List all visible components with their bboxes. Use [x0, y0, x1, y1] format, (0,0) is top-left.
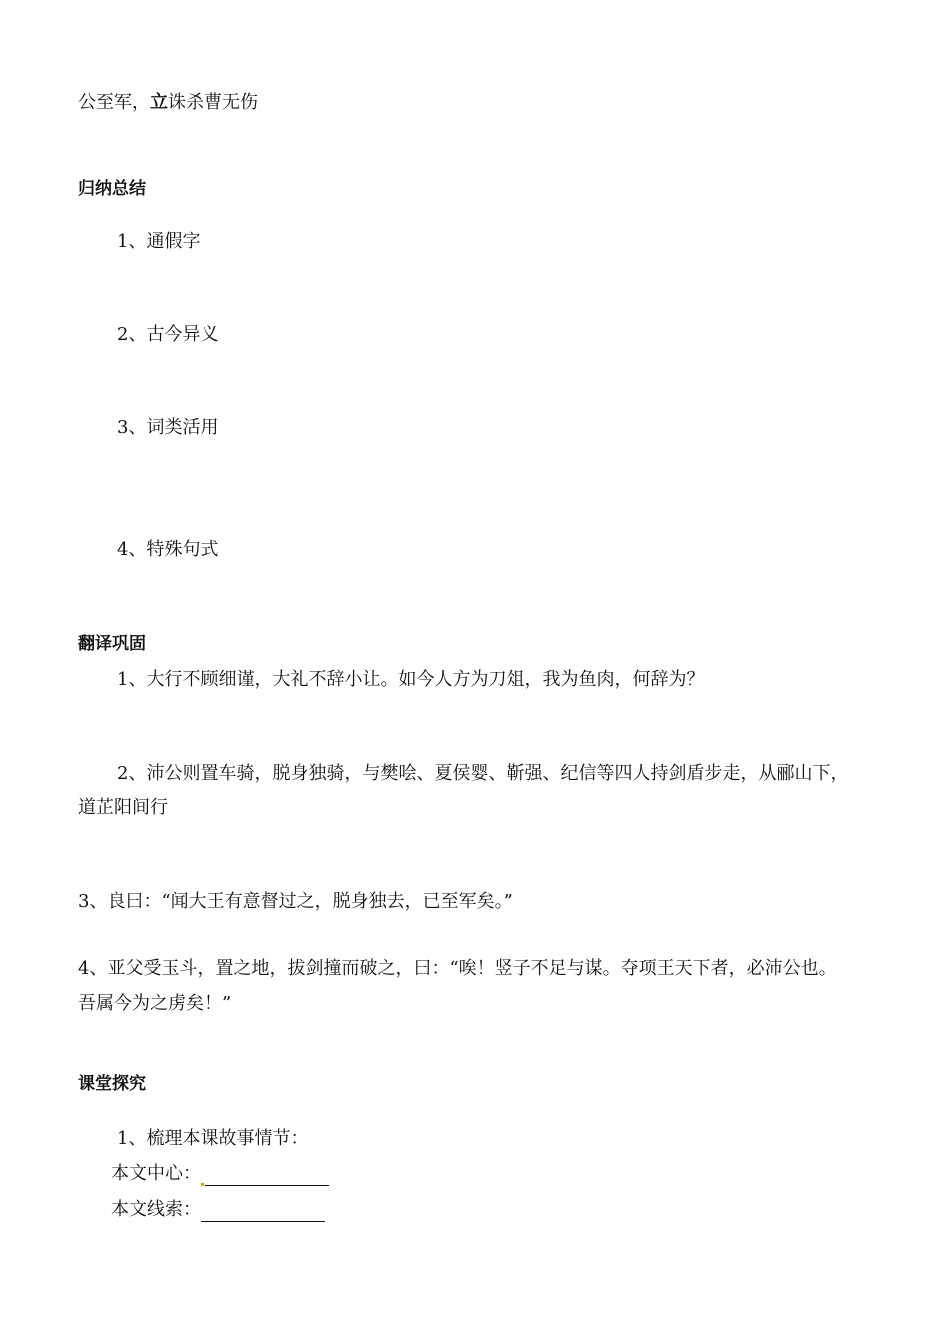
summary-item-gujin: 2、古今异义 [117, 324, 219, 345]
translation-item-3: 3、良曰：“闻大王有意督过之，脱身独去，已至军矣。” [78, 891, 513, 912]
top-line-part1: 公至军， [78, 92, 150, 113]
summary-item-cilei: 3、词类活用 [117, 417, 219, 438]
explore-center-row [111, 1162, 329, 1186]
translation-item-2-line1: 2、沛公则置车骑，脱身独骑，与樊哙、夏侯婴、靳强、纪信等四人持剑盾步走，从郦山下， [117, 763, 849, 784]
explore-center-label: 本文中心： [111, 1163, 201, 1184]
summary-item-teshu: 4、特殊句式 [117, 539, 219, 560]
center-answer-blank[interactable] [205, 1165, 329, 1186]
clue-answer-blank[interactable] [201, 1201, 325, 1222]
marker-dot [201, 1183, 204, 1186]
explore-item-1: 1、梳理本课故事情节： [117, 1128, 309, 1149]
top-line [78, 91, 258, 115]
top-line-bold-char: 立 [150, 92, 168, 113]
translation-item-1: 1、大行不顾细谨，大礼不辞小让。如今人方为刀俎，我为鱼肉，何辞为？ [117, 669, 705, 690]
translation-item-4-line1: 4、亚父受玉斗，置之地，拔剑撞而破之，曰：“唉！竖子不足与谋。夺项王天下者，必沛公也。 [78, 958, 837, 979]
summary-heading: 归纳总结 [78, 179, 146, 199]
explore-heading: 课堂探究 [78, 1074, 146, 1094]
translation-item-4-line2: 吾属今为之虏矣！” [78, 993, 232, 1014]
translation-item-2-line2: 道芷阳间行 [78, 797, 168, 818]
translation-heading: 翻译巩固 [78, 634, 146, 654]
summary-item-tongjiazi: 1、通假字 [117, 231, 201, 252]
explore-clue-row [111, 1198, 325, 1222]
explore-clue-label: 本文线索： [111, 1199, 201, 1220]
top-line-part2: 诛杀曹无伤 [168, 92, 258, 113]
